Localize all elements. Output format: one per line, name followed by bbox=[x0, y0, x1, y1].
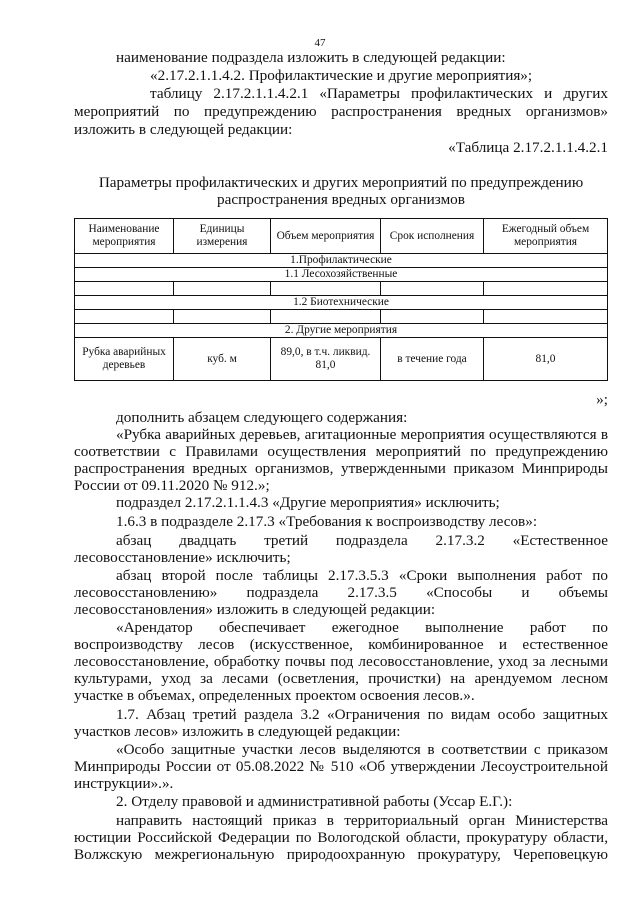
body-line-23: 2. Отделу правовой и административной работы (Уссар Е.Г.): bbox=[116, 793, 513, 810]
table-section-row bbox=[75, 268, 608, 282]
table-reference: «Таблица 2.17.2.1.1.4.2.1 bbox=[448, 139, 608, 156]
body-line-24: направить настоящий приказ в территориальный орган Министерства bbox=[116, 812, 608, 829]
body-line-22: инструкции».». bbox=[74, 775, 174, 792]
body-line-21: Минприроды России от 05.08.2022 № 510 «Об утверждении Лесоустроительной bbox=[74, 758, 608, 775]
body-line-20: «Особо защитные участки лесов выделяются в соответствии с приказом bbox=[116, 741, 608, 758]
table-header-row bbox=[75, 219, 608, 254]
table-title-line-2: распространения вредных организмов bbox=[217, 191, 465, 208]
page-number: 47 bbox=[314, 37, 326, 49]
body-line-10: абзац второй после таблицы 2.17.3.5.3 «Сроки выполнения работ по bbox=[116, 567, 608, 584]
cell-unit: куб. м bbox=[174, 338, 271, 381]
cell-volume: 89,0, в т.ч. ликвид. 81,0 bbox=[271, 338, 381, 381]
header-term: Срок исполнения bbox=[381, 219, 484, 254]
body-line-15: лесовосстановление, обработку почвы под лесовосстановление, уход за лесными bbox=[74, 653, 608, 670]
cell-name: Рубка аварийных деревьев bbox=[75, 338, 174, 381]
body-line-25: юстиции Российской Федерации по Вологодской области, прокуратуру области, bbox=[74, 829, 608, 846]
body-line-3: соответствии с Правилами осуществления мероприятий по предупреждению bbox=[74, 443, 608, 460]
body-line-8: абзац двадцать третий подраздела 2.17.3.2 «Естественное bbox=[116, 532, 608, 549]
table-row bbox=[75, 338, 608, 381]
section-other-measures: 2. Другие мероприятия bbox=[75, 324, 608, 338]
table-section-row bbox=[75, 324, 608, 338]
section-forestry: 1.1 Лесохозяйственные bbox=[75, 268, 608, 282]
section-prophylactic: 1.Профилактические bbox=[75, 254, 608, 268]
intro-line-1: наименование подраздела изложить в следующей редакции: bbox=[116, 49, 506, 66]
parameters-table bbox=[74, 218, 608, 381]
table-section-row bbox=[75, 254, 608, 268]
body-line-9: лесовосстановление» исключить; bbox=[74, 549, 291, 566]
table-section-row bbox=[75, 296, 608, 310]
header-annual-volume: Ежегодный объем мероприятия bbox=[484, 219, 608, 254]
body-line-14: воспроизводству лесов (искусственное, комбинированное и естественное bbox=[74, 636, 608, 653]
intro-line-2: «2.17.2.1.1.4.2. Профилактические и другие мероприятия»; bbox=[150, 67, 533, 84]
table-close-quote: »; bbox=[596, 391, 608, 408]
cell-annual: 81,0 bbox=[484, 338, 608, 381]
section-biotechnical: 1.2 Биотехнические bbox=[75, 296, 608, 310]
header-units: Единицы измерения bbox=[174, 219, 271, 254]
header-volume: Объем мероприятия bbox=[271, 219, 381, 254]
table-empty-row bbox=[75, 310, 608, 324]
body-line-18: 1.7. Абзац третий раздела 3.2 «Ограничения по видам особо защитных bbox=[116, 706, 608, 723]
body-line-6: подраздел 2.17.2.1.1.4.3 «Другие мероприятия» исключить; bbox=[116, 494, 500, 511]
table-empty-row bbox=[75, 282, 608, 296]
body-line-26: Волжскую межрегиональную природоохранную прокуратуру, Череповецкую bbox=[74, 846, 608, 863]
table-title-line-1: Параметры профилактических и других мероприятий по предупреждению bbox=[98, 174, 584, 191]
body-line-7: 1.6.3 в подразделе 2.17.3 «Требования к воспроизводству лесов»: bbox=[116, 513, 538, 530]
body-line-12: лесовосстановления» изложить в следующей редакции: bbox=[74, 601, 436, 618]
intro-line-3: таблицу 2.17.2.1.1.4.2.1 «Параметры профилактических и других bbox=[150, 85, 608, 102]
body-line-19: участков лесов» изложить в следующей редакции: bbox=[74, 723, 401, 740]
intro-line-4: мероприятий по предупреждению распространения вредных организмов» bbox=[74, 103, 608, 120]
body-line-1: дополнить абзацем следующего содержания: bbox=[116, 409, 408, 426]
body-line-2: «Рубка аварийных деревьев, агитационные мероприятия осуществляются в bbox=[116, 426, 608, 443]
body-line-16: культурами, уход за лесами (осветления, прочистки) на арендуемом лесном bbox=[74, 670, 608, 687]
body-line-17: участке в объемах, определенных проектом освоения лесов.». bbox=[74, 687, 475, 704]
body-line-11: лесовосстановлению» подраздела 2.17.3.5 «Способы и объемы bbox=[74, 584, 608, 601]
body-line-13: «Арендатор обеспечивает ежегодное выполнение работ по bbox=[116, 619, 608, 636]
body-line-4: распространения вредных организмов, утвержденными приказом Минприроды bbox=[74, 460, 608, 477]
intro-line-5: изложить в следующей редакции: bbox=[74, 121, 293, 138]
body-line-5: России от 09.11.2020 № 912.»; bbox=[74, 477, 270, 494]
cell-term: в течение года bbox=[381, 338, 484, 381]
header-name: Наименование мероприятия bbox=[75, 219, 174, 254]
